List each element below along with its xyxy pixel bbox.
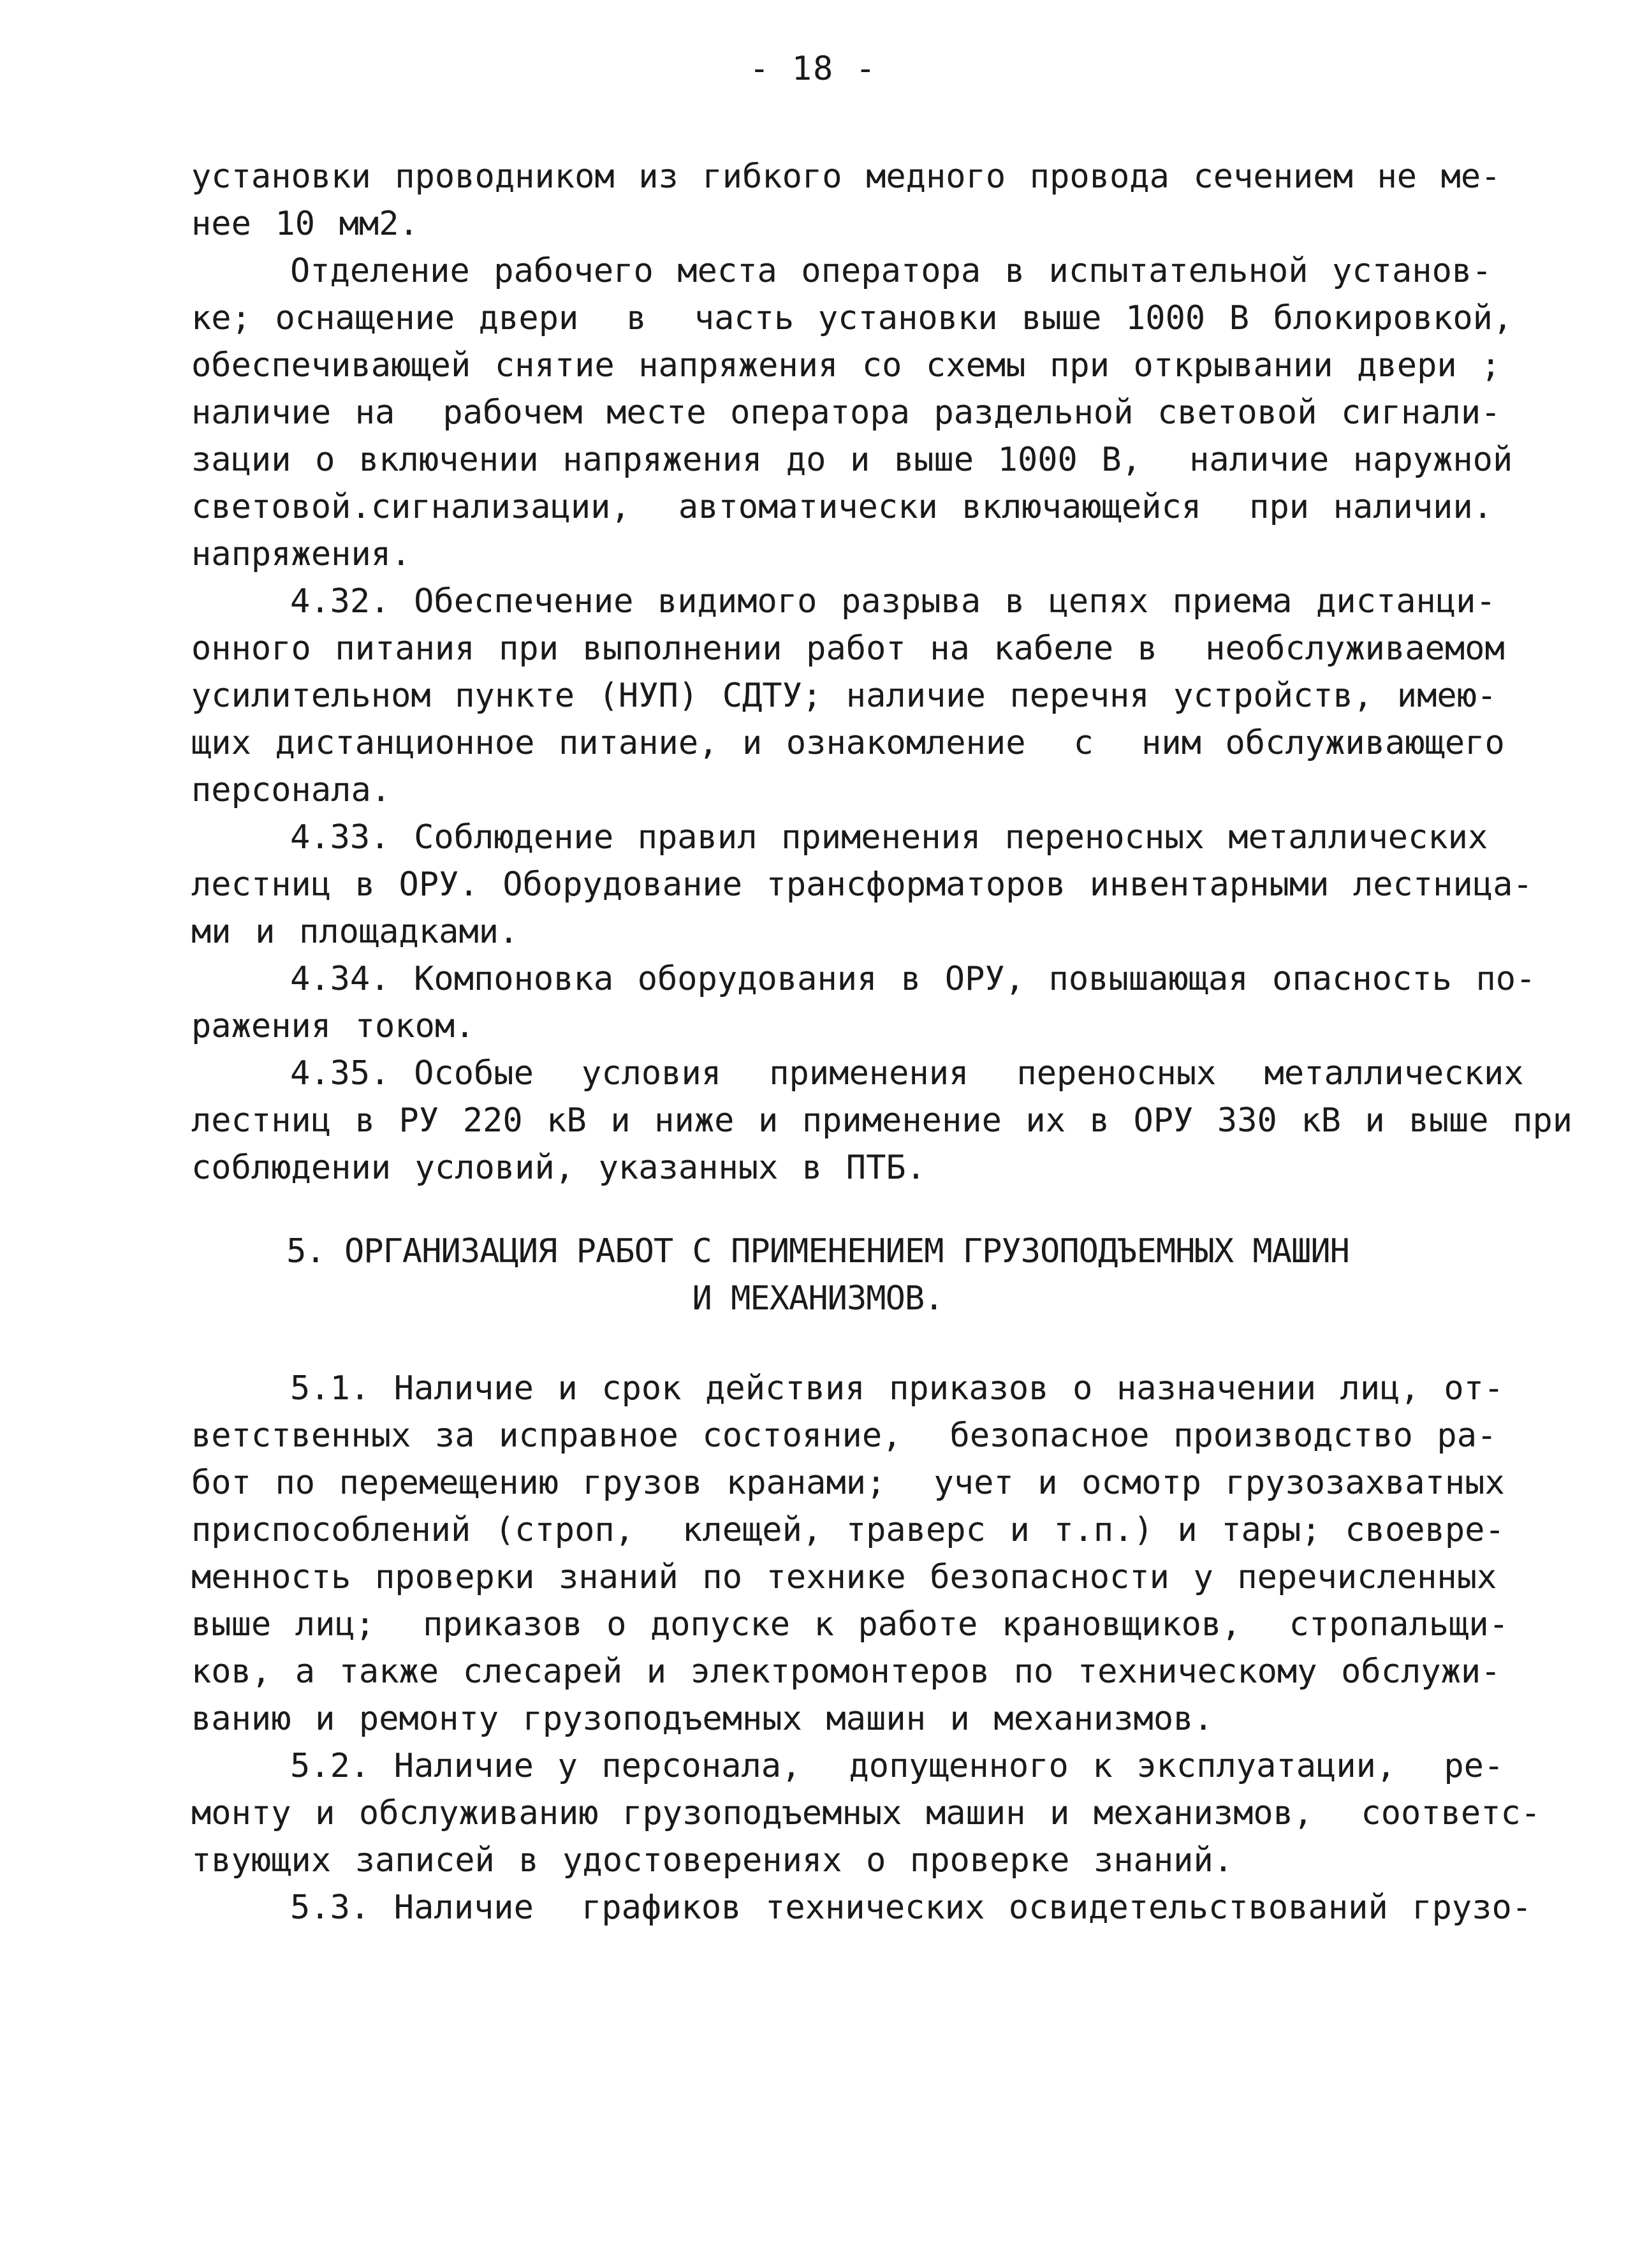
- text-line: установки проводником из гибкого медного провода сечением не ме-: [191, 158, 1501, 196]
- text-line: 4.32. Обеспечение видимого разрыва в цепях приема дистанци-: [290, 582, 1496, 621]
- text-line: лестниц в ОРУ. Оборудование трансформаторов инвентарными лестница-: [191, 865, 1533, 904]
- text-line: световой.сигнализации, автоматически включающейся при наличии.: [191, 488, 1493, 526]
- text-line: зации о включении напряжения до и выше 1000 В, наличие наружной: [191, 441, 1513, 479]
- section-heading-line-1: 5. ОРГАНИЗАЦИЯ РАБОТ С ПРИМЕНЕНИЕМ ГРУЗОПОДЪЕМНЫХ МАШИН: [286, 1232, 1349, 1270]
- text-line: обеспечивающей снятие напряжения со схемы при открывании двери ;: [191, 346, 1501, 385]
- text-line: ков, а также слесарей и электромонтеров по техническому обслужи-: [191, 1653, 1501, 1691]
- page-number: - 18 -: [749, 50, 877, 88]
- text-line: наличие на рабочем месте оператора раздельной световой сигнали-: [191, 394, 1501, 432]
- text-line: онного питания при выполнении работ на кабеле в необслуживаемом: [191, 630, 1505, 668]
- text-line: выше лиц; приказов о допуске к работе крановщиков, стропальщи-: [191, 1605, 1509, 1644]
- section-heading-line-2: И МЕХАНИЗМОВ.: [692, 1279, 944, 1318]
- text-line: менность проверки знаний по технике безопасности у перечисленных: [191, 1558, 1497, 1596]
- text-line: бот по перемещению грузов кранами; учет и осмотр грузозахватных: [191, 1464, 1505, 1502]
- text-line: усилительном пункте (НУП) СДТУ; наличие перечня устройств, имею-: [191, 677, 1497, 715]
- text-line: ражения током.: [191, 1007, 475, 1045]
- text-line: Отделение рабочего места оператора в испытательной установ-: [290, 252, 1492, 290]
- text-line: приспособлений (строп, клещей, траверс и т.п.) и тары; своевре-: [191, 1511, 1505, 1549]
- text-line: 5.1. Наличие и срок действия приказов о назначении лиц, от-: [290, 1369, 1504, 1408]
- text-line: 5.2. Наличие у персонала, допущенного к эксплуатации, ре-: [290, 1747, 1504, 1785]
- text-line: 4.34. Компоновка оборудования в ОРУ, повышающая опасность по-: [290, 960, 1536, 998]
- text-line: нее 10 мм2.: [191, 205, 419, 243]
- text-line: ке; оснащение двери в часть установки выше 1000 В блокировкой,: [191, 299, 1513, 337]
- text-line: соблюдении условий, указанных в ПТБ.: [191, 1149, 926, 1187]
- text-line: ванию и ремонту грузоподъемных машин и механизмов.: [191, 1700, 1213, 1738]
- text-line: щих дистанционное питание, и ознакомление с ним обслуживающего: [191, 724, 1505, 762]
- text-line: 4.35. Особые условия применения переносных металлических: [290, 1054, 1524, 1093]
- text-line: ветственных за исправное состояние, безопасное производство ра-: [191, 1417, 1497, 1455]
- text-line: монту и обслуживанию грузоподъемных машин и механизмов, соответс-: [191, 1794, 1541, 1832]
- text-line: твующих записей в удостоверениях о проверке знаний.: [191, 1841, 1234, 1880]
- text-line: 5.3. Наличие графиков технических освидетельствований грузо-: [290, 1889, 1532, 1927]
- text-line: 4.33. Соблюдение правил применения переносных металлических: [290, 818, 1488, 857]
- text-line: напряжения.: [191, 535, 411, 573]
- text-line: ми и площадками.: [191, 913, 519, 951]
- text-line: персонала.: [191, 771, 392, 809]
- text-line: лестниц в РУ 220 кВ и ниже и применение их в ОРУ 330 кВ и выше при: [191, 1101, 1573, 1140]
